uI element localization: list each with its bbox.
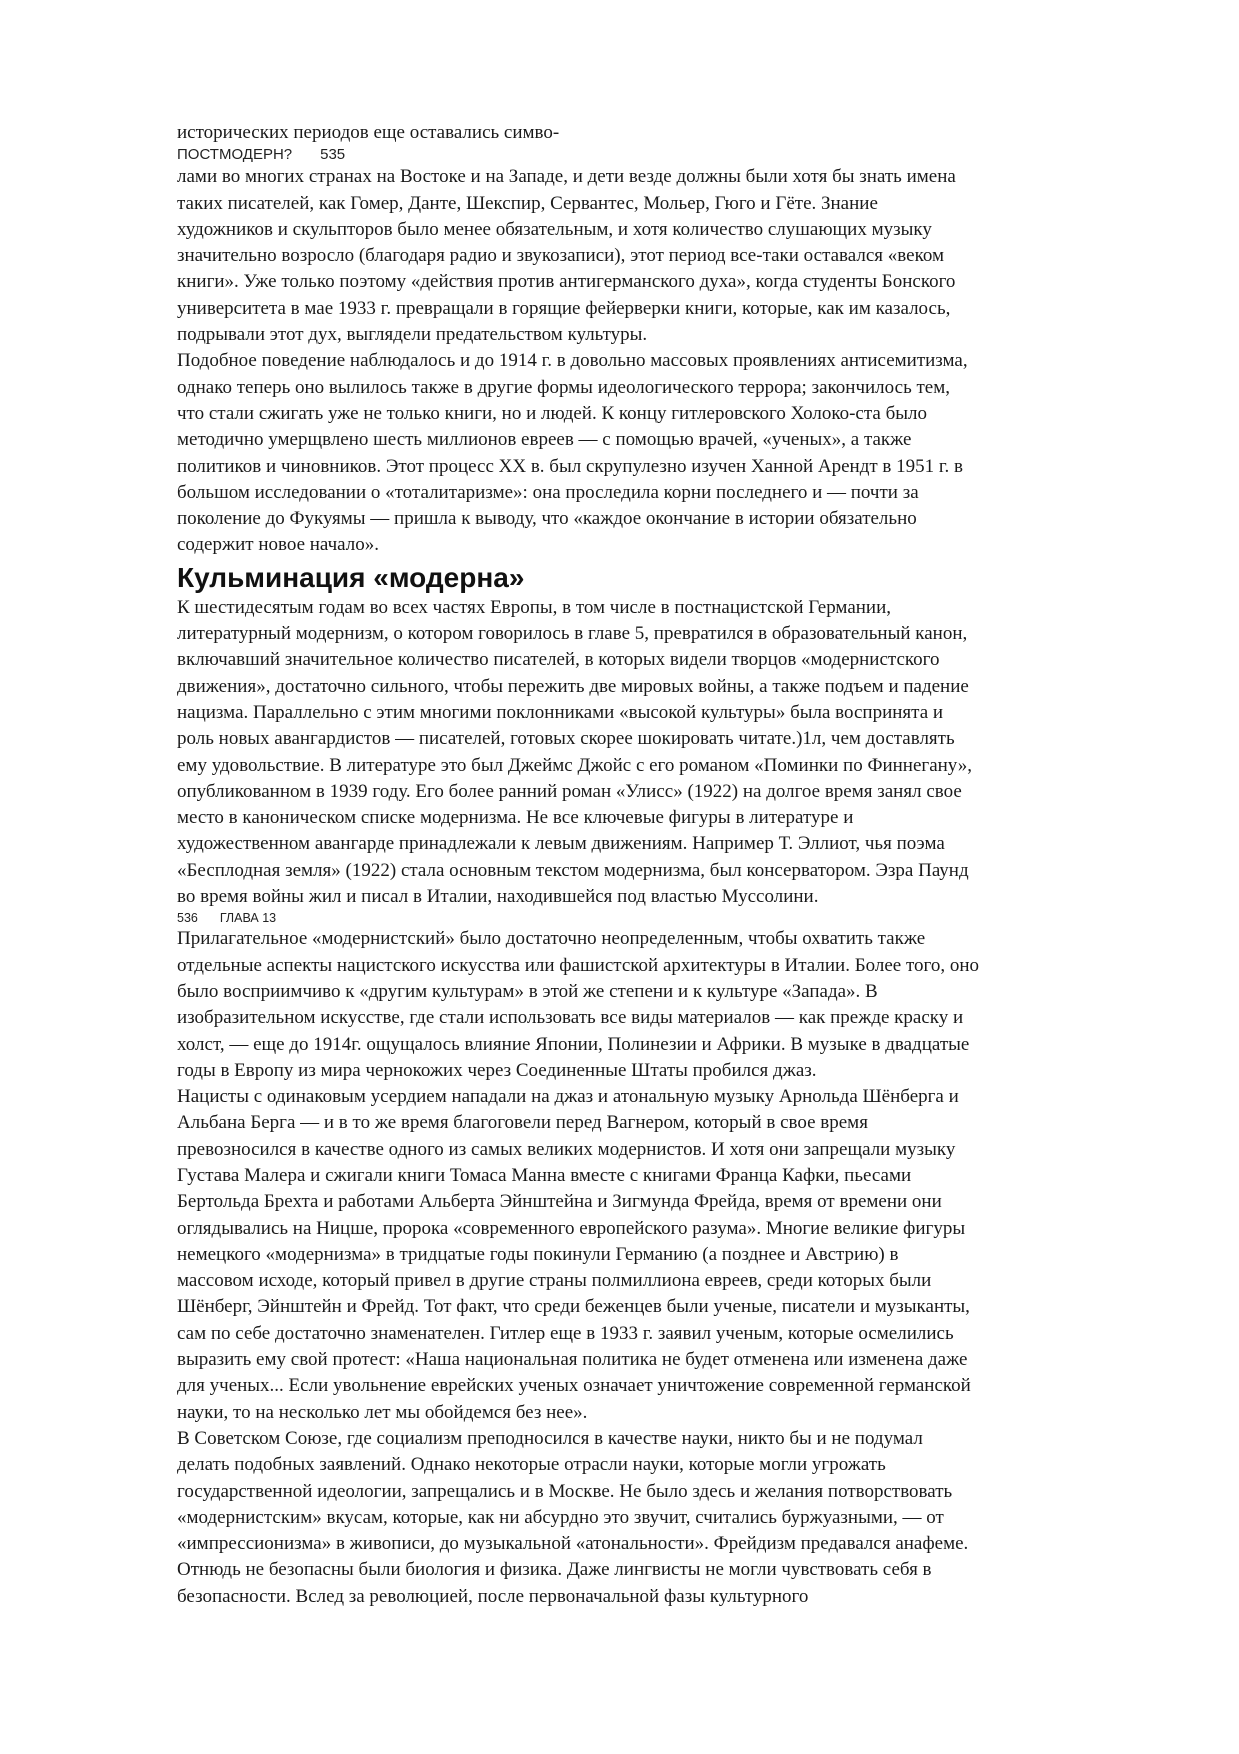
top-line	[177, 120, 1157, 146]
text-line: политиков и чиновников. Этот процесс XX в. был скрупулезно изучен Ханной Арендт в 1951 г. в	[177, 455, 964, 477]
text-line: ему удовольствие. В литературе это был Джеймс Джойс с его романом «Поминки по Финнегану»,	[177, 754, 973, 776]
text-line: методично умерщвлено шесть миллионов евреев — с помощью врачей, «ученых», а также	[177, 429, 912, 451]
text-line: Отнюдь не безопасны были биология и физика. Даже лингвисты не могли чувствовать себя в	[177, 1559, 932, 1581]
paragraph-3	[177, 595, 1157, 911]
text-line: Бертольда Брехта и работами Альберта Эйнштейна и Зигмунда Фрейда, время от времени они	[177, 1191, 942, 1213]
text-line: К шестидесятым годам во всех частях Европы, в том числе в постнацистской Германии,	[177, 596, 892, 618]
text-line: нацизма. Параллельно с этим многими поклонниками «высокой культуры» была воспринята и	[177, 701, 944, 723]
text-line: движения», достаточно сильного, чтобы пережить две мировых войны, а также подъем и падение	[177, 675, 969, 697]
paragraph-1	[177, 164, 1157, 348]
text-line: роль новых авангардистов — писателей, готовых скорее шокировать читате.)1л, чем доставлять	[177, 728, 955, 750]
paragraph-2	[177, 348, 1157, 558]
running-header-title: ПОСТМОДЕРН?	[177, 146, 293, 164]
text-line: во время войны жил и писал в Италии, находившейся под властью Муссолини.	[177, 886, 819, 908]
text-line: сам по себе достаточно знаменателен. Гитлер еще в 1933 г. заявил ученым, которые осмелились	[177, 1322, 954, 1344]
text-line: Прилагательное «модернистский» было достаточно неопределенным, чтобы охватить также	[177, 928, 926, 950]
running-header	[177, 146, 1157, 164]
text-line: таких писателей, как Гомер, Данте, Шекспир, Сервантес, Мольер, Гюго и Гёте. Знание	[177, 192, 878, 214]
text-line: изобразительном искусстве, где стали использовать все виды материалов — как прежде краску и	[177, 1007, 964, 1029]
text-line: выразить ему свой протест: «Наша национальная политика не будет отменена или изменена даже	[177, 1349, 968, 1371]
text-line: включавший значительное количество писателей, в которых видели творцов «модернистского	[177, 649, 940, 671]
running-header	[177, 910, 1157, 926]
text-line: превозносился в качестве одного из самых великих модернистов. И хотя они запрещали музыку	[177, 1138, 956, 1160]
section-heading: Кульминация «модерна»	[177, 561, 525, 593]
paragraph-4	[177, 926, 1157, 1084]
text-line: подрывали этот дух, выглядели предательством культуры.	[177, 324, 648, 346]
text-line: большом исследовании о «тоталитаризме»: она проследила корни последнего и — почти за	[177, 481, 919, 503]
paragraph-5	[177, 1084, 1157, 1426]
text-line: художественном авангарде принадлежали к левым движениям. Например Т. Эллиот, чья поэма	[177, 833, 945, 855]
text-line: годы в Европу из мира чернокожих через Соединенные Штаты пробился джаз.	[177, 1059, 817, 1081]
text-line: делать подобных заявлений. Однако некоторые отрасли науки, которые могли угрожать	[177, 1454, 886, 1476]
text-line: литературный модернизм, о котором говорилось в главе 5, превратился в образовательный канон,	[177, 623, 968, 645]
text-line: содержит новое начало».	[177, 534, 379, 556]
text-line: холст, — еще до 1914г. ощущалось влияние Японии, Полинезии и Африки. В музыке в двадцатые	[177, 1033, 970, 1055]
text-line: книги». Уже только поэтому «действия против антигерманского духа», когда студенты Бонского	[177, 271, 956, 293]
text-line: В Советском Союзе, где социализм преподносился в качестве науки, никто бы и не подумал	[177, 1427, 923, 1449]
text-line: науки, то на несколько лет мы обойдемся без нее».	[177, 1401, 588, 1423]
text-line: Нацисты с одинаковым усердием нападали на джаз и атональную музыку Арнольда Шёнберга и	[177, 1086, 959, 1108]
text-line: Альбана Берга — и в то же время благоговели перед Вагнером, который в свое время	[177, 1112, 868, 1134]
text-line: опубликованном в 1939 году. Его более ранний роман «Улисс» (1922) на долгое время занял свое	[177, 780, 962, 802]
page-number: 536	[177, 911, 198, 926]
text-line: университета в мае 1933 г. превращали в горящие фейерверки книги, которые, как им казалось,	[177, 297, 951, 319]
text-line: место в каноническом списке модернизма. Не все ключевые фигуры в литературе и	[177, 807, 854, 829]
running-header-title: ГЛАВА 13	[219, 911, 277, 926]
text-line: значительно возросло (благодаря радио и звукозаписи), этот период все-таки оставался «веком	[177, 245, 945, 267]
text-line: «импрессионизма» в живописи, до музыкальной «атональности». Фрейдизм предавался анафеме.	[177, 1533, 969, 1555]
text-line: «Бесплодная земля» (1922) стала основным текстом модернизма, был консерватором. Эзра Паунд	[177, 859, 969, 881]
text-line: государственной идеологии, запрещались и в Москве. Не было здесь и желания потворствовать	[177, 1480, 953, 1502]
text-line: однако теперь оно вылилось также в другие формы идеологического террора; закончилось тем,	[177, 376, 950, 398]
text-line: Подобное поведение наблюдалось и до 1914 г. в довольно массовых проявлениях антисемитизма,	[177, 350, 968, 372]
text-line: оглядывались на Ницше, пророка «современного европейского разума». Многие великие фигуры	[177, 1217, 966, 1239]
text-line: Густава Малера и сжигали книги Томаса Манна вместе с книгами Франца Кафки, пьесами	[177, 1164, 912, 1186]
text-line: лами во многих странах на Востоке и на Западе, и дети везде должны были хотя бы знать имена	[177, 166, 956, 188]
page-number: 535	[320, 146, 346, 164]
text-line: «модернистским» вкусам, которые, как ни абсурдно это звучит, считались буржуазными, — от	[177, 1506, 944, 1528]
text-line: массовом исходе, который привел в другие страны полмиллиона евреев, среди которых были	[177, 1270, 932, 1292]
text-line: исторических периодов еще оставались симво-	[177, 122, 560, 143]
text-line: для ученых... Если увольнение еврейских ученых означает уничтожение современной германской	[177, 1375, 971, 1397]
text-line: Шёнберг, Эйнштейн и Фрейд. Тот факт, что среди беженцев были ученые, писатели и музыканты,	[177, 1296, 970, 1318]
text-line: отдельные аспекты нацистского искусства или фашистской архитектуры в Италии. Более того, оно	[177, 954, 980, 976]
text-line: что стали сжигать уже не только книги, но и людей. К концу гитлеровского Холоко-ста было	[177, 402, 927, 424]
text-line: художников и скульпторов было менее обязательным, и хотя количество слушающих музыку	[177, 218, 932, 240]
text-line: было восприимчиво к «другим культурам» в этой же степени и к культуре «Запада». В	[177, 980, 878, 1002]
document-page	[177, 120, 1157, 1610]
text-line: поколение до Фукуямы — пришла к выводу, что «каждое окончание в истории обязательно	[177, 508, 917, 530]
text-line: безопасности. Вслед за революцией, после первоначальной фазы культурного	[177, 1585, 809, 1607]
text-line: немецкого «модернизма» в тридцатые годы покинули Германию (а позднее и Австрию) в	[177, 1243, 899, 1265]
paragraph-6	[177, 1426, 1157, 1610]
